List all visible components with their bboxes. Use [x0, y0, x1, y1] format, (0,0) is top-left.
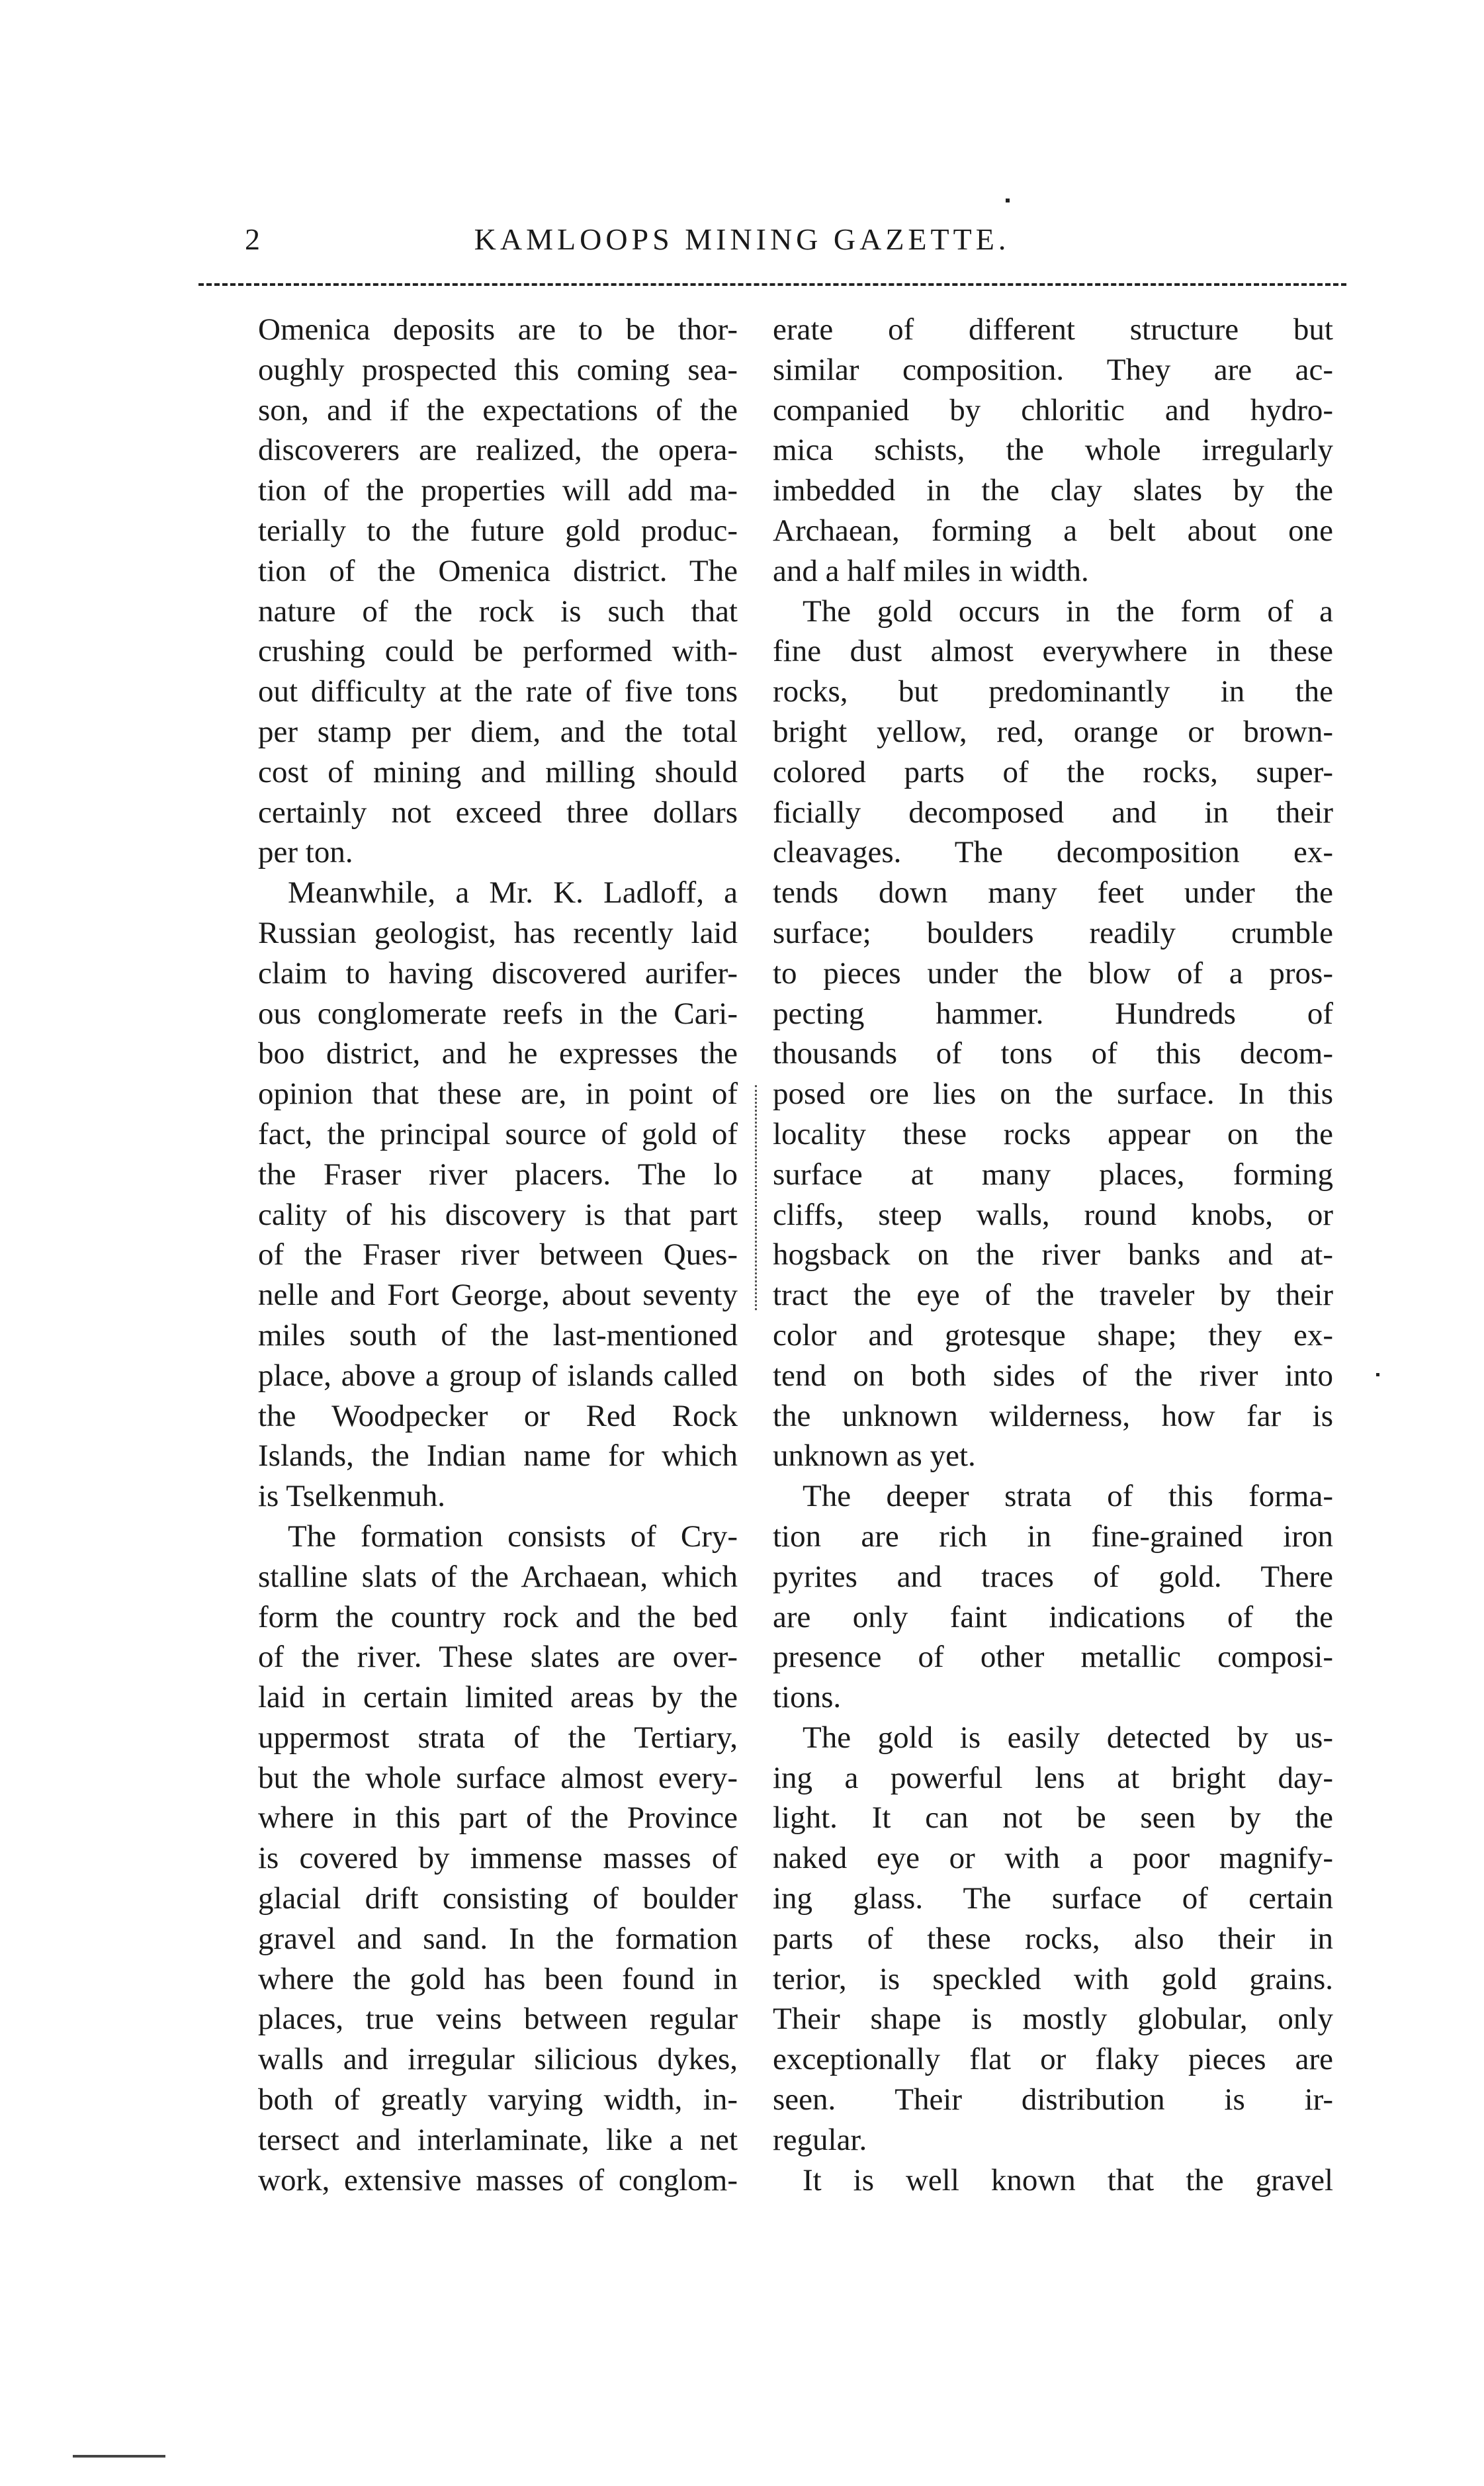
text-line: certainly not exceed three dollars: [258, 795, 738, 830]
newspaper-title: KAMLOOPS MINING GAZETTE.: [474, 222, 1010, 256]
text-line: surface at many places, forming: [773, 1157, 1333, 1192]
text-line: miles south of the last-mentioned: [258, 1317, 738, 1353]
text-line: naked eye or with a poor magnify-: [773, 1841, 1333, 1876]
text-line: parts of these rocks, also their in: [773, 1921, 1333, 1956]
header-rule: [198, 283, 1346, 286]
text-line: pecting hammer. Hundreds of: [773, 996, 1333, 1031]
text-line: to pieces under the blow of a pros-: [773, 955, 1333, 991]
text-line: uppermost strata of the Tertiary,: [258, 1720, 738, 1755]
text-line: boo district, and he expresses the: [258, 1036, 738, 1071]
text-line: oughly prospected this coming sea-: [258, 352, 738, 387]
text-line: colored parts of the rocks, super-: [773, 754, 1333, 789]
text-line: of the river. These slates are over-: [258, 1640, 738, 1675]
text-line: hogsback on the river banks and at-: [773, 1237, 1333, 1272]
text-line: unknown as yet.: [773, 1439, 976, 1474]
text-line: Islands, the Indian name for which: [258, 1439, 738, 1474]
text-line: companied by chloritic and hydro-: [773, 392, 1333, 427]
text-line: nelle and Fort George, about seventy: [258, 1278, 738, 1313]
text-line: locality these rocks appear on the: [773, 1116, 1333, 1151]
text-line: tends down many feet under the: [773, 875, 1333, 910]
text-line: gravel and sand. In the formation: [258, 1921, 738, 1956]
text-line: mica schists, the whole irregularly: [773, 433, 1333, 468]
text-line: cliffs, steep walls, round knobs, or: [773, 1197, 1333, 1232]
text-line: glacial drift consisting of boulder: [258, 1881, 738, 1916]
text-line: crushing could be performed with-: [258, 634, 738, 669]
text-line: presence of other metallic composi-: [773, 1640, 1333, 1675]
text-line: place, above a group of islands called: [258, 1358, 738, 1393]
column-divider: [755, 1085, 757, 1310]
text-line: seen. Their distribution is ir-: [773, 2082, 1333, 2117]
text-line: The formation consists of Cry-: [288, 1519, 738, 1554]
text-line: stalline slats of the Archaean, which: [258, 1559, 738, 1594]
text-line: Omenica deposits are to be thor-: [258, 312, 738, 347]
text-line: bright yellow, red, orange or brown-: [773, 714, 1333, 749]
text-line: pyrites and traces of gold. There: [773, 1559, 1333, 1594]
text-line: similar composition. They are ac-: [773, 352, 1333, 387]
text-line: surface; boulders readily crumble: [773, 915, 1333, 950]
text-line: son, and if the expectations of the: [258, 392, 738, 427]
text-line: are only faint indications of the: [773, 1599, 1333, 1634]
left-column: [258, 310, 738, 2200]
text-line: ing a powerful lens at bright day-: [773, 1760, 1333, 1795]
text-line: laid in certain limited areas by the: [258, 1680, 738, 1715]
text-line: opinion that these are, in point of: [258, 1077, 738, 1112]
text-line: form the country rock and the bed: [258, 1599, 738, 1634]
text-line: per stamp per diem, and the total: [258, 714, 738, 749]
text-line: terior, is speckled with gold grains.: [773, 1961, 1333, 1996]
text-line: is covered by immense masses of: [258, 1841, 738, 1876]
text-line: Russian geologist, has recently laid: [258, 915, 738, 950]
text-line: ing glass. The surface of certain: [773, 1881, 1333, 1916]
print-speck: [1376, 1373, 1379, 1376]
text-line: the unknown wilderness, how far is: [773, 1398, 1333, 1433]
text-line: nature of the rock is such that: [258, 594, 738, 629]
text-line: exceptionally flat or flaky pieces are: [773, 2042, 1333, 2077]
text-line: both of greatly varying width, in-: [258, 2082, 738, 2117]
text-line: regular.: [773, 2122, 867, 2157]
text-line: The deeper strata of this forma-: [803, 1479, 1333, 1514]
text-line: Meanwhile, a Mr. K. Ladloff, a: [288, 875, 738, 910]
text-line: cost of mining and milling should: [258, 754, 738, 789]
right-column: [773, 310, 1333, 2200]
text-line: of the Fraser river between Ques-: [258, 1237, 738, 1272]
text-line: The gold is easily detected by us-: [803, 1720, 1333, 1755]
text-line: ous conglomerate reefs in the Cari-: [258, 996, 738, 1031]
print-speck: [73, 2455, 165, 2458]
text-line: terially to the future gold produc-: [258, 513, 738, 548]
text-line: walls and irregular silicious dykes,: [258, 2042, 738, 2077]
text-line: tion of the properties will add ma-: [258, 473, 738, 508]
text-line: erate of different structure but: [773, 312, 1333, 347]
text-line: fine dust almost everywhere in these: [773, 634, 1333, 669]
text-line: where in this part of the Province: [258, 1800, 738, 1836]
text-line: per ton.: [258, 835, 353, 870]
text-line: where the gold has been found in: [258, 1961, 738, 1996]
text-line: but the whole surface almost every-: [258, 1760, 738, 1795]
text-line: out difficulty at the rate of five tons: [258, 674, 738, 709]
text-line: cality of his discovery is that part: [258, 1197, 738, 1232]
text-line: and a half miles in width.: [773, 553, 1089, 588]
text-line: thousands of tons of this decom-: [773, 1036, 1333, 1071]
text-line: It is well known that the gravel: [803, 2162, 1333, 2197]
page-number: 2: [245, 222, 260, 256]
text-line: tract the eye of the traveler by their: [773, 1278, 1333, 1313]
text-line: Archaean, forming a belt about one: [773, 513, 1333, 548]
text-line: fact, the principal source of gold of: [258, 1116, 738, 1151]
text-line: tion are rich in fine-grained iron: [773, 1519, 1333, 1554]
text-line: tend on both sides of the river into: [773, 1358, 1333, 1393]
text-line: claim to having discovered aurifer-: [258, 955, 738, 991]
text-line: is Tselkenmuh.: [258, 1479, 446, 1514]
print-speck: [1006, 199, 1010, 202]
text-line: tersect and interlaminate, like a net: [258, 2122, 738, 2157]
text-line: light. It can not be seen by the: [773, 1800, 1333, 1836]
text-line: the Woodpecker or Red Rock: [258, 1398, 738, 1433]
text-line: discoverers are realized, the opera-: [258, 433, 738, 468]
text-line: imbedded in the clay slates by the: [773, 473, 1333, 508]
text-line: places, true veins between regular: [258, 2002, 738, 2037]
text-line: posed ore lies on the surface. In this: [773, 1077, 1333, 1112]
text-line: The gold occurs in the form of a: [803, 594, 1333, 629]
text-line: ficially decomposed and in their: [773, 795, 1333, 830]
text-line: tion of the Omenica district. The: [258, 553, 738, 588]
text-line: the Fraser river placers. The lo: [258, 1157, 738, 1192]
text-line: tions.: [773, 1680, 842, 1715]
text-line: rocks, but predominantly in the: [773, 674, 1333, 709]
text-line: cleavages. The decomposition ex-: [773, 835, 1333, 870]
text-line: work, extensive masses of conglom-: [258, 2162, 738, 2197]
text-line: Their shape is mostly globular, only: [773, 2002, 1333, 2037]
text-line: color and grotesque shape; they ex-: [773, 1317, 1333, 1353]
